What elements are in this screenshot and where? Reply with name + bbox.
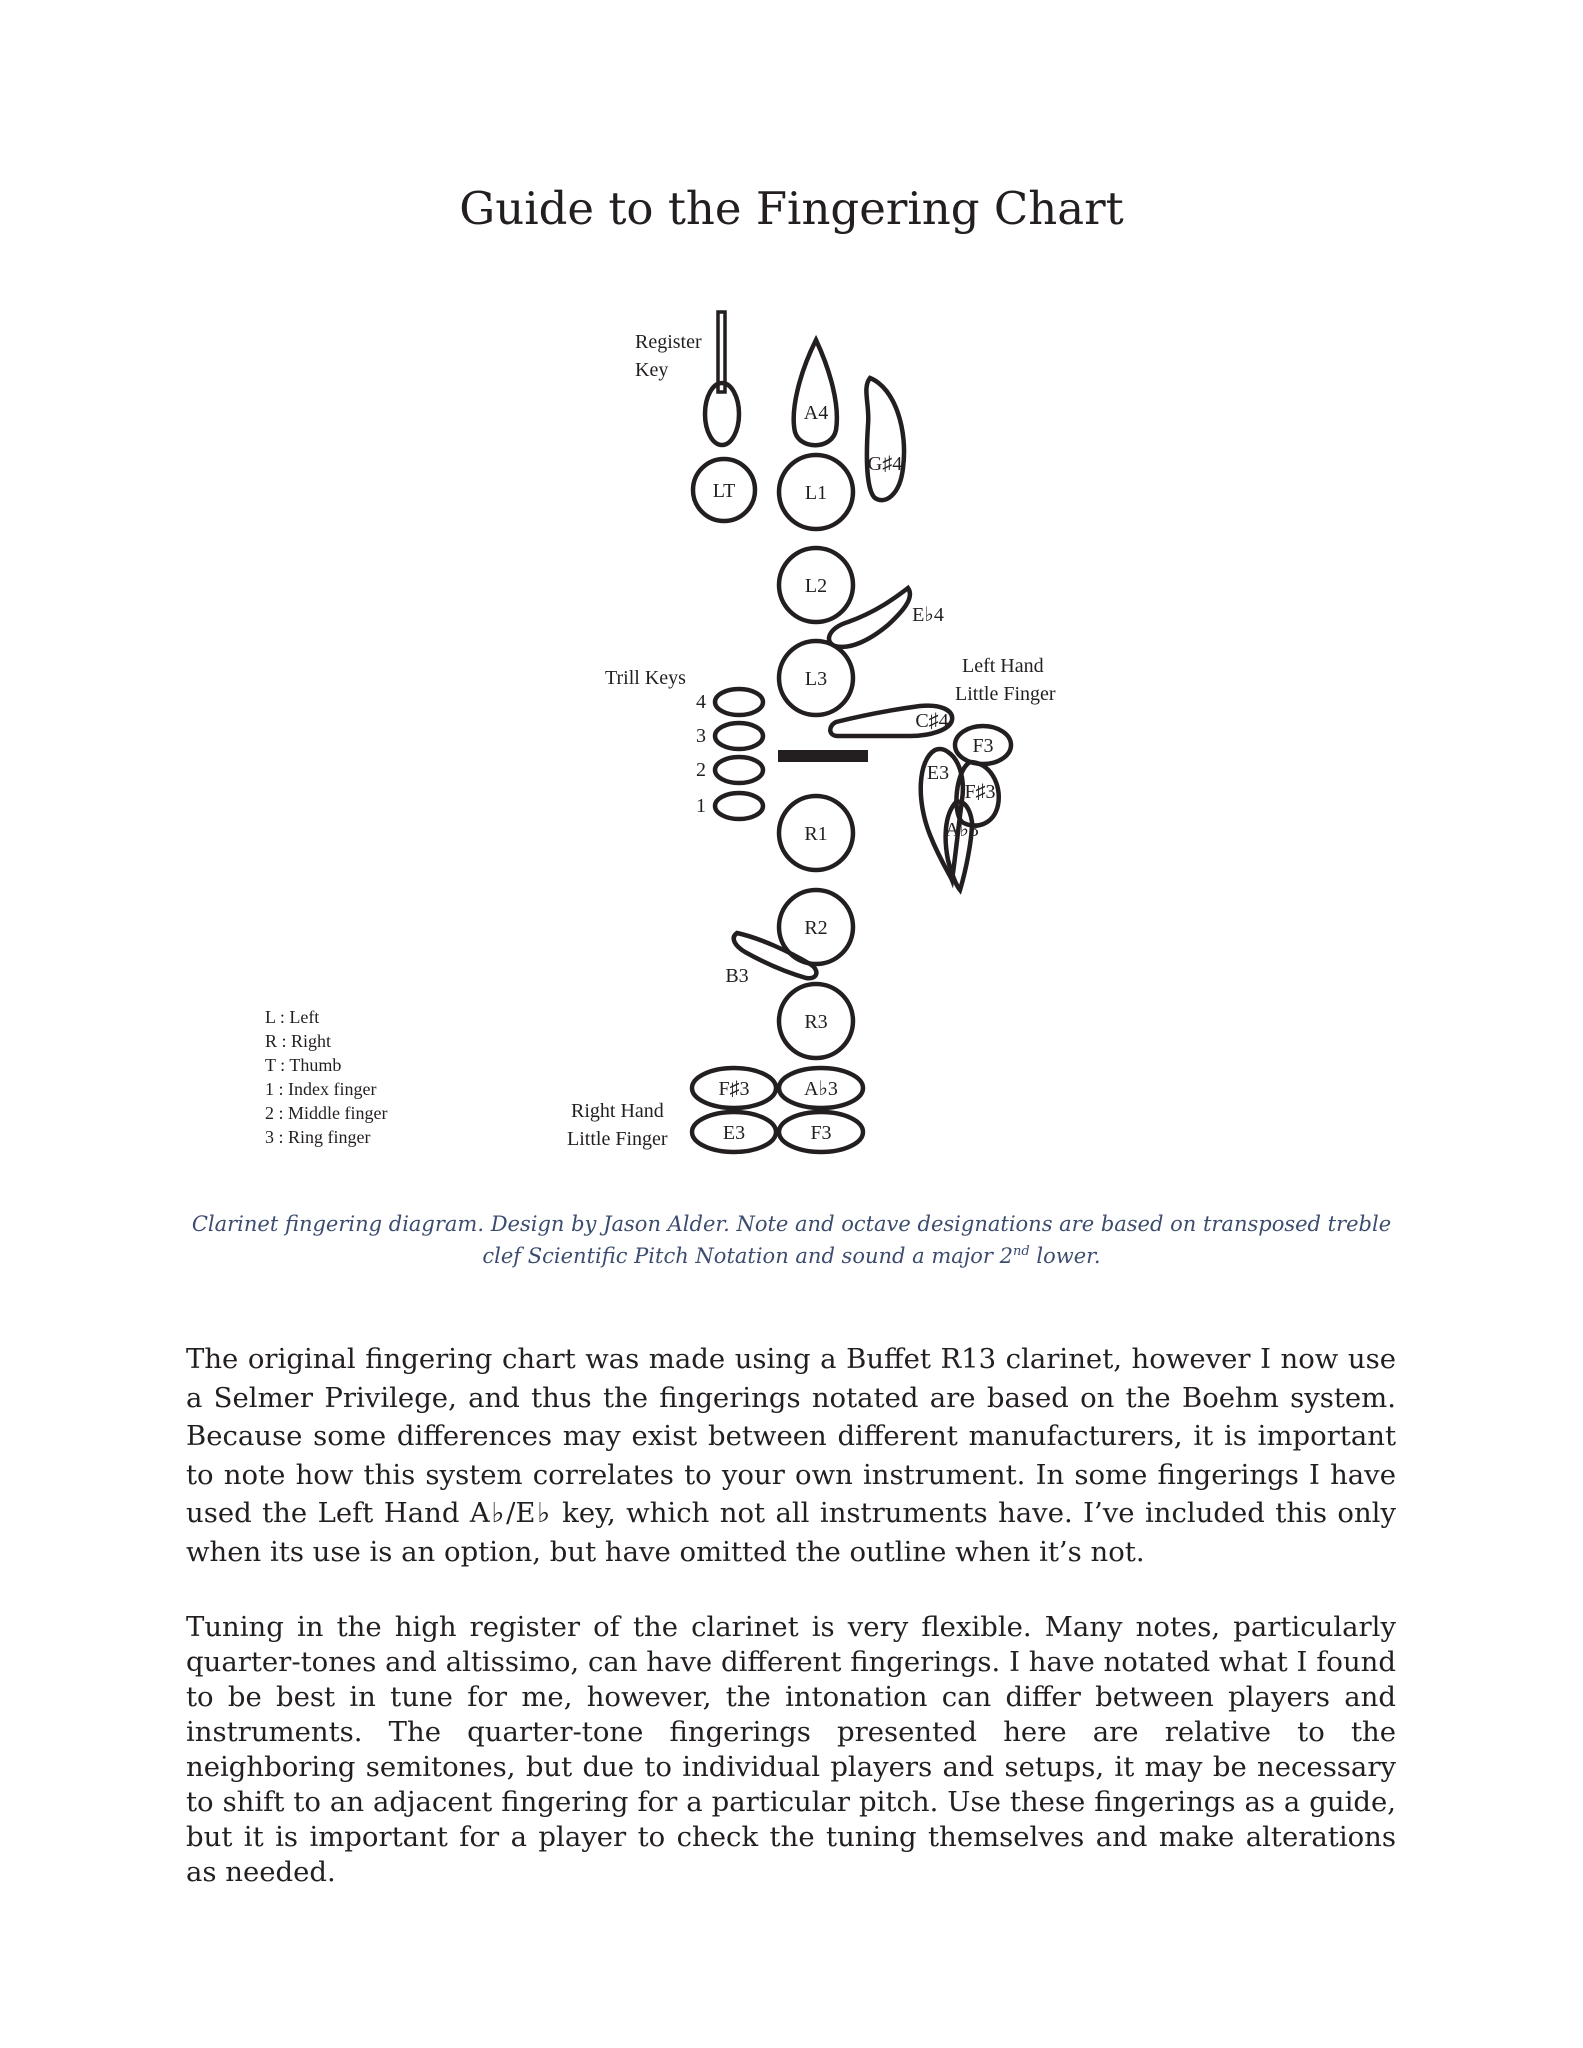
register-key-label-1: Register [635, 331, 702, 353]
caption-line-2 [180, 1238, 1403, 1270]
legend-item: 2 : Middle finger [265, 1103, 388, 1123]
key-rh-f3-label: F3 [810, 1122, 832, 1144]
legend-item: 1 : Index finger [265, 1079, 377, 1099]
body-paragraph-1: The original fingering chart was made using a Buffet R13 clarinet, however I now use a Selmer Privilege, and thus the fingerings notated are based on the Boehm system. Because some differences may exist between different manufacturers, it is important to note how this system correlates to your own instrument. In some fingerings I have used the Left Hand A♭/E♭ key, which not all instruments have. I’ve included this only when its use is an option, but have omitted the outline when it’s not. [186, 1343, 1396, 1568]
figure-caption [180, 1210, 1403, 1270]
rh-little-finger-label-1: Right Hand [571, 1100, 664, 1122]
key-rh-e3-label: E3 [722, 1122, 746, 1144]
trill-keys-label: Trill Keys [605, 667, 686, 689]
key-cs4-label: C♯4 [915, 710, 949, 732]
caption-line-1: Clarinet fingering diagram. Design by Jason Alder. Note and octave designations are based on transposed treble [191, 1212, 1392, 1236]
key-gs4 [866, 378, 904, 500]
key-a4-label: A4 [803, 402, 829, 424]
key-lh-ab3-label: A♭3 [945, 819, 979, 841]
key-l2-label: L2 [804, 575, 828, 597]
page-title: Guide to the Fingering Chart [459, 182, 1124, 235]
register-key [705, 312, 739, 445]
key-r1-label: R1 [804, 823, 828, 845]
register-key-label-2: Key [635, 359, 669, 381]
key-b3-label: B3 [725, 965, 749, 987]
key-r2-label: R2 [804, 917, 828, 939]
trill-number-2: 2 [696, 759, 706, 781]
key-lh-fs3-label: F♯3 [964, 781, 996, 803]
trill-number-4: 4 [696, 691, 706, 713]
key-r3-label: R3 [804, 1011, 828, 1033]
trill-keys [715, 689, 763, 819]
rh-little-finger-label-2: Little Finger [567, 1128, 668, 1150]
key-rh-fs3-label: F♯3 [718, 1078, 750, 1100]
legend-item: R : Right [265, 1031, 332, 1051]
lh-little-finger-label-2: Little Finger [955, 683, 1056, 705]
key-eb4-label: E♭4 [912, 604, 944, 626]
key-l1-label: L1 [804, 482, 828, 504]
key-eb4 [829, 588, 910, 647]
key-lh-f3-label: F3 [972, 735, 994, 757]
hand-divider [778, 750, 868, 762]
legend [265, 1005, 387, 1149]
key-rh-ab3-label: A♭3 [804, 1078, 838, 1100]
caption-superscript: nd [1013, 1244, 1030, 1259]
legend-item: 3 : Ring finger [265, 1127, 371, 1147]
legend-item: T : Thumb [265, 1055, 342, 1075]
trill-number-3: 3 [696, 725, 706, 747]
key-gs4-label: G♯4 [867, 453, 903, 475]
body-paragraph-2: Tuning in the high register of the clarinet is very flexible. Many notes, particularly quarter-tones and altissimo, can have different fingerings. I have notated what I found to be best in tune for me, however, the intonation can differ between players and instruments. The quarter-tone fingerings presented here are relative to the neighboring semitones, but due to individual players and setups, it may be necessary to shift to an adjacent fingering for a particular pitch. Use these fingerings as a guide, but it is important for a player to check the tuning themselves and make alterations as needed. [186, 1611, 1396, 1888]
trill-number-1: 1 [696, 795, 706, 817]
key-lh-e3-label: E3 [926, 762, 950, 784]
key-l3-label: L3 [804, 668, 828, 690]
key-lt-label: LT [712, 480, 736, 502]
legend-item: L : Left [265, 1007, 320, 1027]
key-a4 [794, 340, 837, 445]
caption-line-2-text: clef Scientific Pitch Notation and sound a major 2 [482, 1244, 1014, 1268]
caption-line-2-end: lower. [1029, 1244, 1101, 1268]
lh-little-finger-label-1: Left Hand [962, 655, 1044, 677]
